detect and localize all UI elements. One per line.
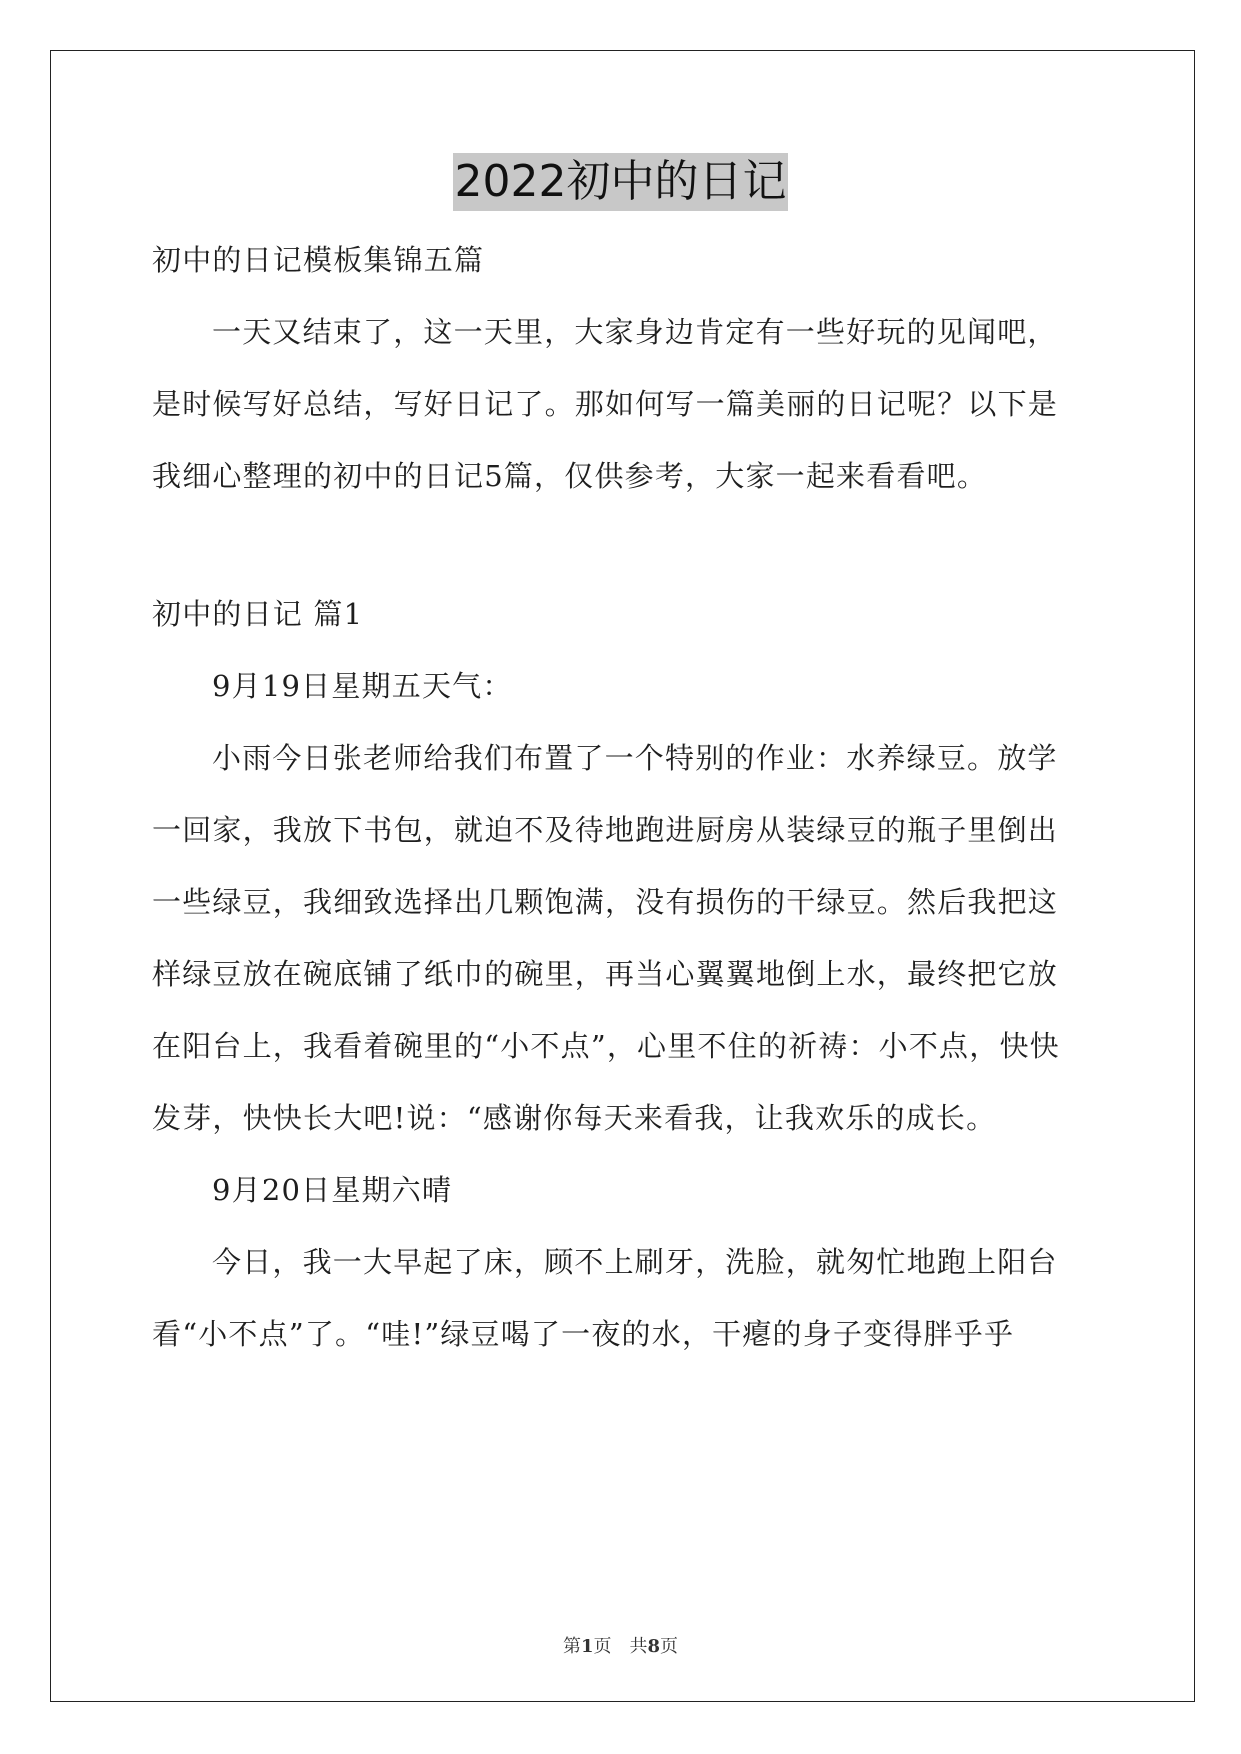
date-line: 9月20日星期六晴 — [212, 1173, 453, 1207]
paragraph-line: 发芽，快快长大吧!说：“感谢你每天来看我，让我欢乐的成长。 — [152, 1101, 997, 1135]
paragraph-line: 小雨今日张老师给我们布置了一个特别的作业：水养绿豆。放学 — [212, 741, 1058, 775]
paragraph-line: 今日，我一大早起了床，顾不上刷牙，洗脸，就匆忙地跑上阳台 — [212, 1245, 1058, 1279]
date-line: 9月19日星期五天气： — [212, 669, 513, 703]
footer-page-number: 1 — [580, 1636, 594, 1657]
paragraph-line: 一回家，我放下书包，就迫不及待地跑进厨房从装绿豆的瓶子里倒出 — [152, 813, 1059, 847]
footer-mid: 页 共 — [593, 1636, 648, 1657]
paragraph-line: 一些绿豆，我细致选择出几颗饱满，没有损伤的干绿豆。然后我把这 — [152, 885, 1059, 919]
paragraph-line: 样绿豆放在碗底铺了纸巾的碗里，再当心翼翼地倒上水，最终把它放 — [152, 957, 1059, 991]
document-title: 2022初中的日记 — [453, 153, 789, 211]
title-wrap — [0, 153, 1241, 211]
page-footer — [0, 1632, 1241, 1658]
footer-suffix: 页 — [660, 1636, 679, 1657]
footer-total-pages: 8 — [647, 1636, 661, 1657]
paragraph-line: 我细心整理的初中的日记5篇，仅供参考，大家一起来看看吧。 — [152, 459, 988, 493]
footer-prefix: 第 — [562, 1636, 581, 1657]
paragraph-line: 是时候写好总结，写好日记了。那如何写一篇美丽的日记呢？以下是 — [152, 387, 1059, 421]
page-border — [50, 50, 1195, 1702]
paragraph-line: 看“小不点”了。“哇!”绿豆喝了一夜的水，干瘪的身子变得胖乎乎 — [152, 1317, 1015, 1351]
section-heading: 初中的日记 篇1 — [152, 597, 364, 631]
subtitle-line: 初中的日记模板集锦五篇 — [152, 243, 485, 277]
paragraph-line: 一天又结束了，这一天里，大家身边肯定有一些好玩的见闻吧， — [212, 315, 1058, 349]
paragraph-line: 在阳台上，我看着碗里的“小不点”，心里不住的祈祷：小不点，快快 — [152, 1029, 1060, 1063]
